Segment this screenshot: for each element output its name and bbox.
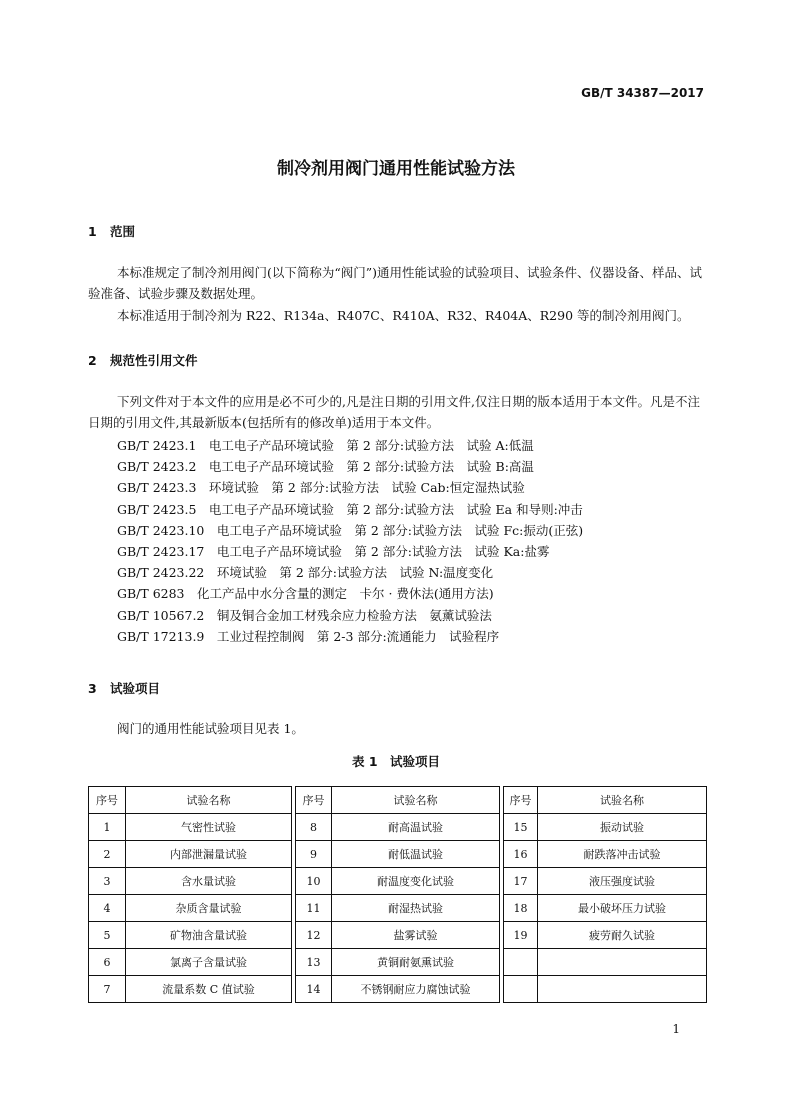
table-cell-no: 9	[296, 841, 332, 868]
reference-item: GB/T 2423.22 环境试验 第 2 部分:试验方法 试验 N:温度变化	[117, 565, 494, 581]
table-cell-name	[538, 949, 707, 976]
table-cell-no: 11	[296, 895, 332, 922]
standard-number: GB/T 34387—2017	[581, 86, 704, 100]
column-header-no: 序号	[296, 787, 332, 814]
column-header-no: 序号	[504, 787, 538, 814]
table-cell-no: 5	[89, 922, 126, 949]
table-cell-name: 矿物油含量试验	[126, 922, 292, 949]
table-cell-no: 17	[504, 868, 538, 895]
reference-item: GB/T 2423.17 电工电子产品环境试验 第 2 部分:试验方法 试验 Ka:盐雾	[117, 543, 550, 559]
scope-paragraph-2: 本标准适用于制冷剂为 R22、R134a、R407C、R410A、R32、R404A、R290 等的制冷剂用阀门。	[117, 308, 690, 323]
table-cell-name: 振动试验	[538, 814, 707, 841]
table-cell-name: 盐雾试验	[332, 922, 500, 949]
table-cell-no: 1	[89, 814, 126, 841]
test-items-intro: 阀门的通用性能试验项目见表 1。	[117, 721, 304, 736]
table-row	[89, 814, 707, 841]
table-cell-name: 不锈钢耐应力腐蚀试验	[332, 976, 500, 1003]
table-cell-name: 耐湿热试验	[332, 895, 500, 922]
reference-item: GB/T 2423.2 电工电子产品环境试验 第 2 部分:试验方法 试验 B:高温	[117, 459, 534, 475]
references-intro: 下列文件对于本文件的应用是必不可少的,凡是注日期的引用文件,仅注日期的版本适用于本文件。凡是不注日期的引用文件,其最新版本(包括所有的修改单)适用于本文件。	[88, 394, 700, 430]
table-cell-name: 液压强度试验	[538, 868, 707, 895]
column-header-name: 试验名称	[332, 787, 500, 814]
table-cell-no: 10	[296, 868, 332, 895]
table-cell-name	[538, 976, 707, 1003]
table-row	[89, 895, 707, 922]
table-cell-name: 含水量试验	[126, 868, 292, 895]
table-cell-no: 6	[89, 949, 126, 976]
reference-item: GB/T 6283 化工产品中水分含量的测定 卡尔 · 费休法(通用方法)	[117, 586, 494, 602]
test-items-table	[88, 786, 707, 1003]
table-cell-no: 16	[504, 841, 538, 868]
reference-item: GB/T 17213.9 工业过程控制阀 第 2-3 部分:流通能力 试验程序	[117, 628, 500, 644]
table-header-row	[89, 787, 707, 814]
table-cell-name: 气密性试验	[126, 814, 292, 841]
page-title: 制冷剂用阀门通用性能试验方法	[277, 159, 515, 179]
table-cell-no: 13	[296, 949, 332, 976]
table-cell-no: 7	[89, 976, 126, 1003]
table-cell-name: 流量系数 C 值试验	[126, 976, 292, 1003]
reference-item: GB/T 2423.1 电工电子产品环境试验 第 2 部分:试验方法 试验 A:低温	[117, 438, 534, 453]
table-row	[89, 922, 707, 949]
table-caption: 表 1 试验项目	[351, 754, 441, 769]
table-row	[89, 841, 707, 868]
table-cell-name: 耐低温试验	[332, 841, 500, 868]
table-cell-no: 14	[296, 976, 332, 1003]
table-cell-no	[504, 949, 538, 976]
table-cell-no: 15	[504, 814, 538, 841]
column-header-no: 序号	[89, 787, 126, 814]
table-cell-no: 19	[504, 922, 538, 949]
table-cell-name: 黄铜耐氨熏试验	[332, 949, 500, 976]
section-2-heading: 2 规范性引用文件	[88, 353, 198, 368]
section-3-heading: 3 试验项目	[88, 681, 161, 696]
reference-item: GB/T 2423.10 电工电子产品环境试验 第 2 部分:试验方法 试验 Fc:振动(正弦)	[117, 522, 584, 538]
reference-item: GB/T 10567.2 铜及铜合金加工材残余应力检验方法 氨薰试验法	[117, 607, 492, 623]
table-cell-name: 耐温度变化试验	[332, 868, 500, 895]
table-cell-name: 耐跌落冲击试验	[538, 841, 707, 868]
table-cell-name: 疲劳耐久试验	[538, 922, 707, 949]
table-cell-name: 最小破坏压力试验	[538, 895, 707, 922]
table-cell-name: 耐高温试验	[332, 814, 500, 841]
column-header-name: 试验名称	[538, 787, 707, 814]
table-row	[89, 868, 707, 895]
reference-item: GB/T 2423.3 环境试验 第 2 部分:试验方法 试验 Cab:恒定湿热试验	[117, 480, 525, 496]
reference-item: GB/T 2423.5 电工电子产品环境试验 第 2 部分:试验方法 试验 Ea 和导则:冲击	[117, 501, 583, 517]
page-number: 1	[672, 1022, 680, 1036]
table-cell-no: 4	[89, 895, 126, 922]
table-cell-no: 8	[296, 814, 332, 841]
table-row	[89, 949, 707, 976]
table-cell-no: 2	[89, 841, 126, 868]
table-cell-no: 3	[89, 868, 126, 895]
section-1-heading: 1 范围	[88, 224, 136, 239]
table-cell-no: 12	[296, 922, 332, 949]
table-row	[89, 976, 707, 1003]
table-cell-name: 氯离子含量试验	[126, 949, 292, 976]
table-cell-no: 18	[504, 895, 538, 922]
column-header-name: 试验名称	[126, 787, 292, 814]
scope-paragraph-1: 本标准规定了制冷剂用阀门(以下简称为“阀门”)通用性能试验的试验项目、试验条件、仪器设备、样品、试验准备、试验步骤及数据处理。	[88, 265, 703, 301]
table-cell-no	[504, 976, 538, 1003]
reference-list	[117, 435, 583, 647]
table-cell-name: 内部泄漏量试验	[126, 841, 292, 868]
table-cell-name: 杂质含量试验	[126, 895, 292, 922]
